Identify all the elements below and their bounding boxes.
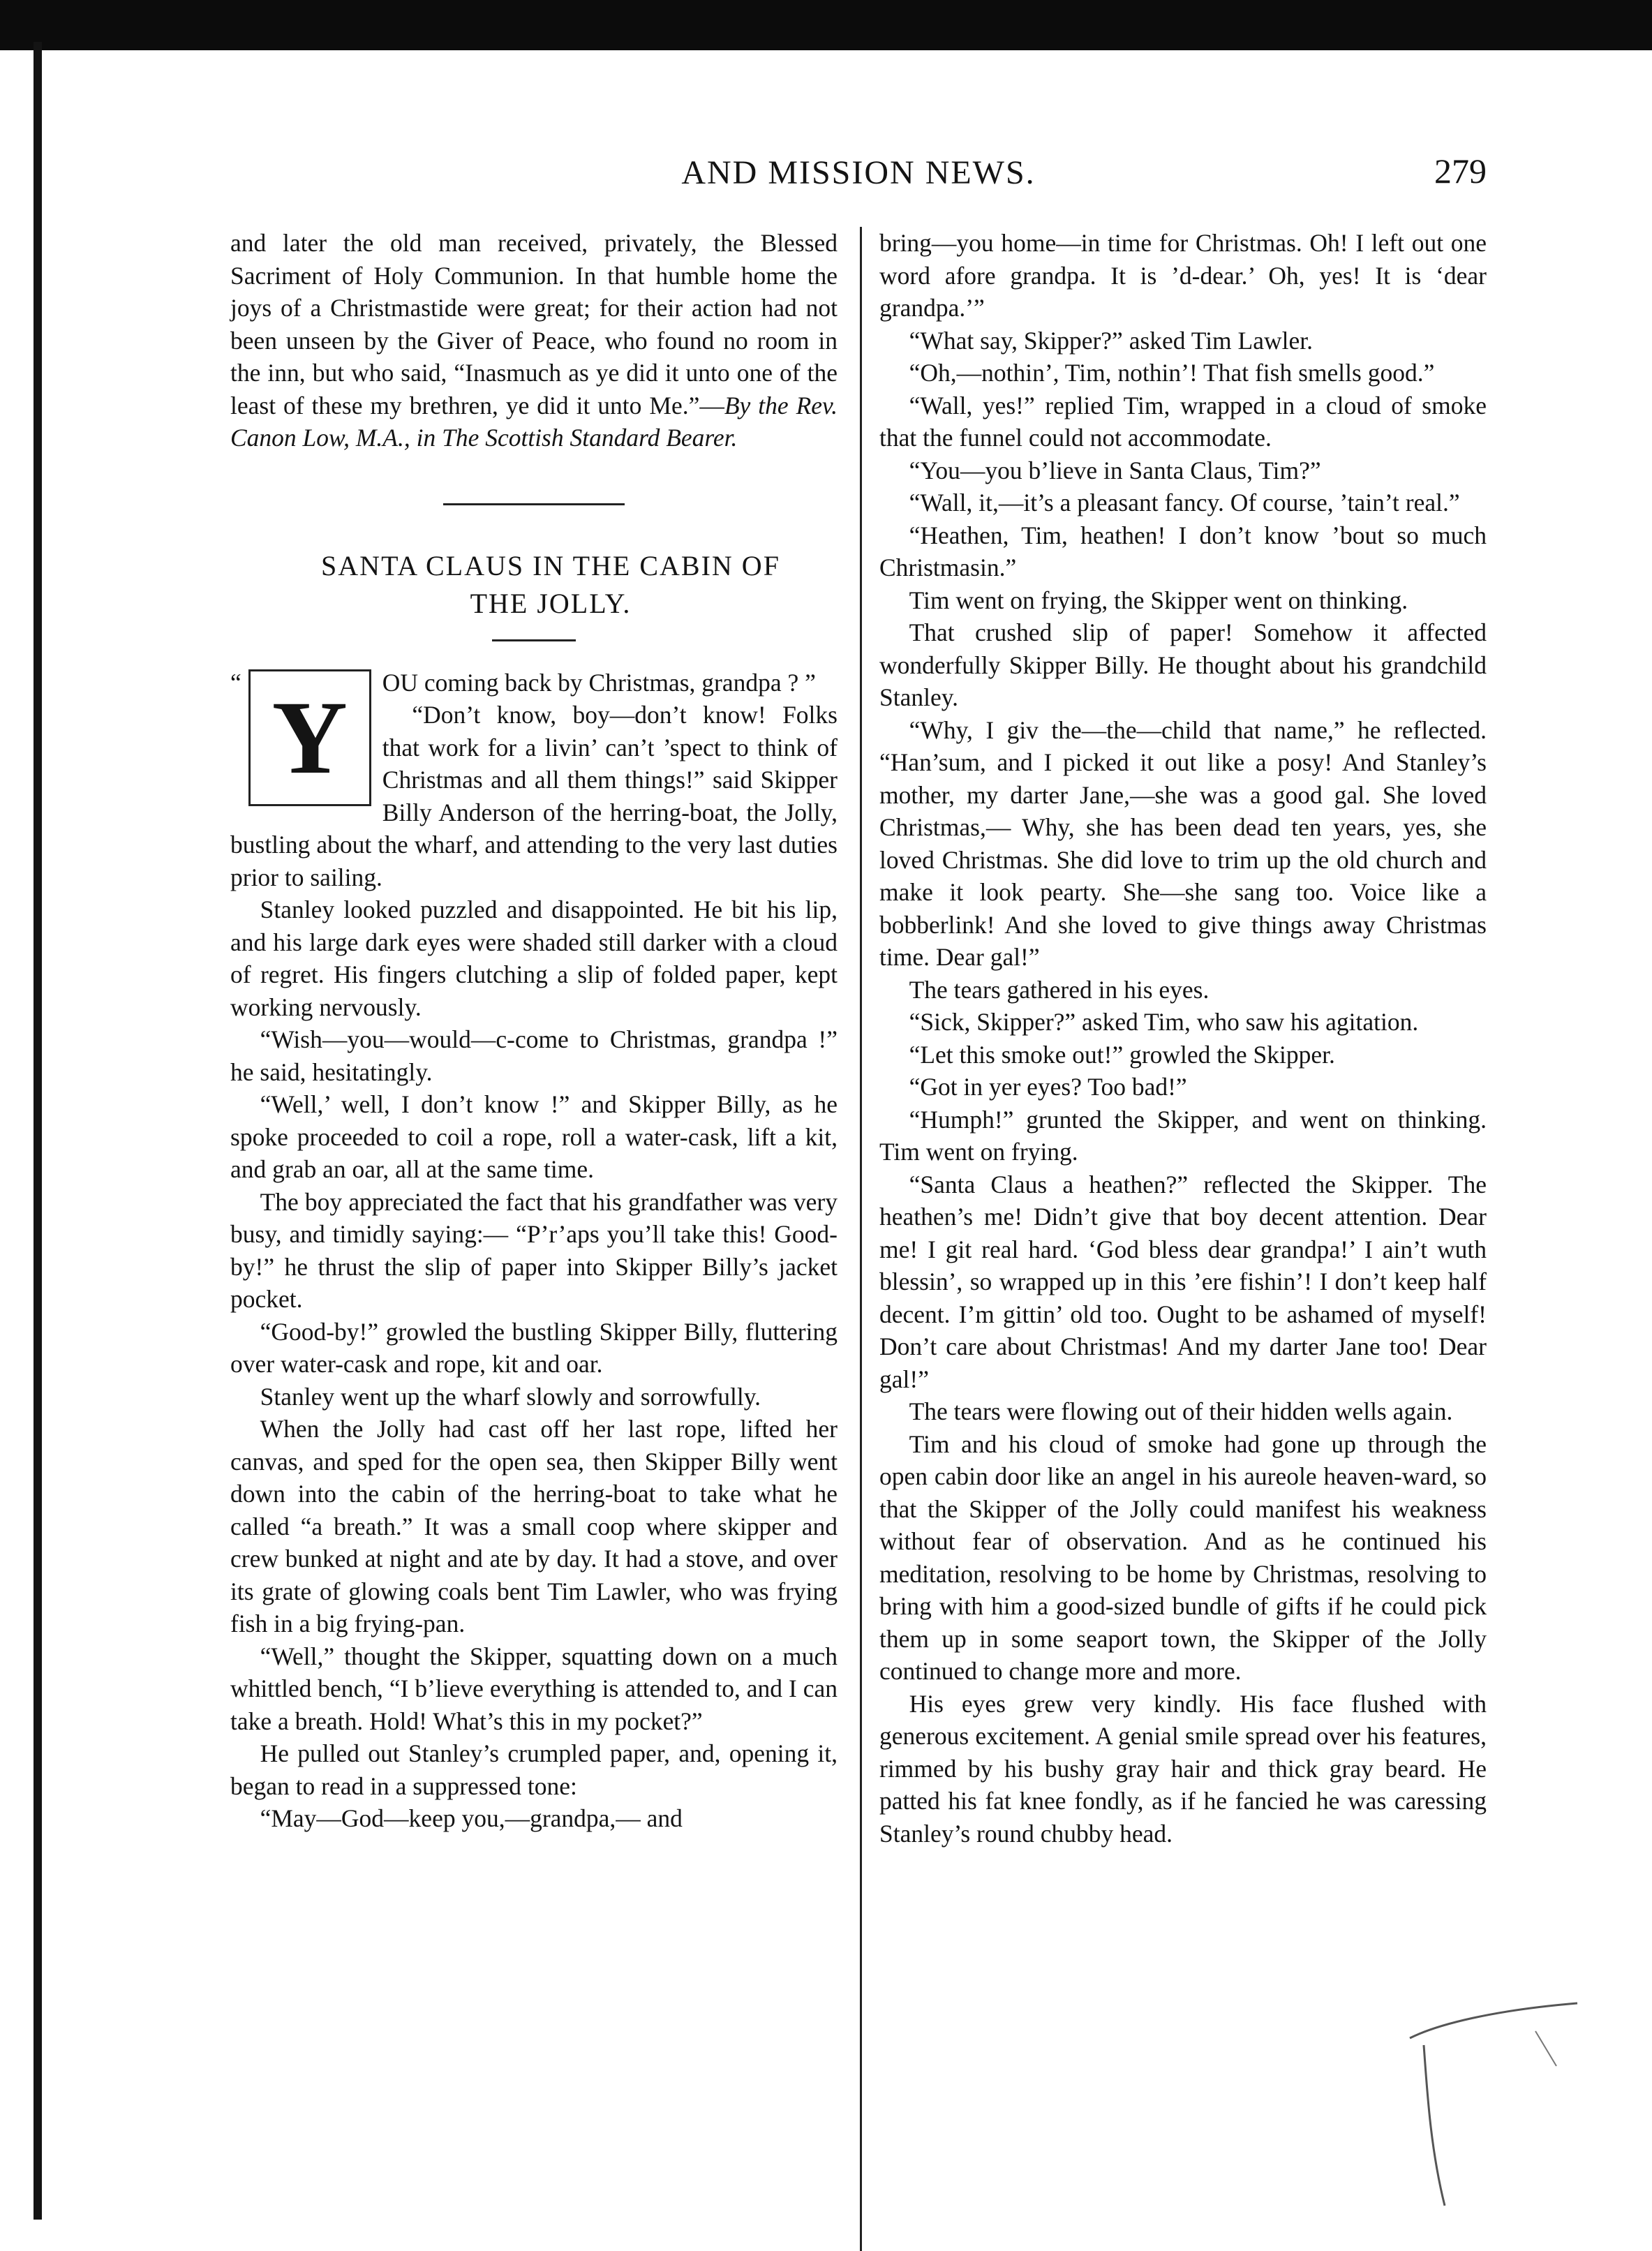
paragraph: “Well,’ well, I don’t know !” and Skipper Billy, as he spoke proceeded to coil a rope, roll a water-cask, lift a kit, and grab an oar, all at the same time. bbox=[230, 1090, 838, 1183]
paragraph: The tears gathered in his eyes. bbox=[909, 975, 1210, 1004]
drop-cap: Y bbox=[248, 669, 371, 806]
paragraph: He pulled out Stanley’s crumpled paper, and, opening it, began to read in a suppressed tone: bbox=[230, 1739, 838, 1800]
opening-quote: “ bbox=[230, 668, 241, 697]
paragraph: “Let this smoke out!” growled the Skipper. bbox=[909, 1040, 1335, 1069]
paragraph: “May—God—keep you,—grandpa,— and bbox=[260, 1804, 683, 1832]
attribution: By the Rev. Canon Low, M.A., in The Scottish Standard Bearer. bbox=[230, 391, 838, 452]
headline-line-2: THE JOLLY. bbox=[470, 587, 632, 619]
paragraph: The boy appreciated the fact that his grandfather was very busy, and timidly saying:— “P’r’aps you’ll take this! Good-by!” he thrust the slip of paper into Skipper Billy’s jacket pocket. bbox=[230, 1187, 838, 1313]
page-number: 279 bbox=[1434, 151, 1487, 191]
paragraph: “Wall, it,—it’s a pleasant fancy. Of course, ’tain’t real.” bbox=[909, 489, 1460, 517]
headline-line-1: SANTA CLAUS IN THE CABIN OF bbox=[321, 549, 780, 581]
paragraph: Stanley went up the wharf slowly and sorrowfully. bbox=[260, 1382, 761, 1411]
paragraph: “Good-by!” growled the bustling Skipper Billy, fluttering over water-cask and rope, kit and oar. bbox=[230, 1317, 838, 1378]
story-opening-text: OU coming back by Christmas, grandpa ? ” bbox=[382, 668, 816, 697]
paragraph: Tim and his cloud of smoke had gone up through the open cabin door like an angel in his aureole heaven-ward, so that the Skipper of the Jolly could manifest his weakness without fear of observation. And as he continued his meditation, resolving to be home by Christmas, resolving to bring with him a good-sized bundle of gifts if he could pick them up in some seaport town, the Skipper of the Jolly continued to change more and more. bbox=[879, 1429, 1487, 1685]
paragraph: “Got in yer eyes? Too bad!” bbox=[909, 1073, 1187, 1101]
paragraph: “What say, Skipper?” asked Tim Lawler. bbox=[909, 326, 1313, 355]
paragraph: “Don’t know, boy—don’t know! Folks that work for a livin’ can’t ’spect to think of Christmas and all them things!” said Skipper Billy Anderson of the herring-boat, the Jolly, bustling about the wharf, and attending to the very last duties prior to sailing. bbox=[230, 701, 838, 891]
headline-rule bbox=[492, 639, 576, 641]
top-border bbox=[0, 0, 1652, 50]
paragraph: “Wall, yes!” replied Tim, wrapped in a cloud of smoke that the funnel could not accommodate. bbox=[879, 391, 1487, 452]
paragraph: “Heathen, Tim, heathen! I don’t know ’bout so much Christmasin.” bbox=[879, 521, 1487, 581]
paragraph: “Wish—you—would—c-come to Christmas, grandpa !” he said, hesitatingly. bbox=[230, 1025, 838, 1086]
paragraph: bring—you home—in time for Christmas. Oh! I left out one word afore grandpa. It is ’d-dear.’ Oh, yes! It is ‘dear grandpa.’” bbox=[879, 229, 1487, 322]
intro-text: and later the old man received, privately, the Blessed Sacriment of Holy Communion. In that humble home the joys of a Christmastide were great; for their action had not been unseen by the Giver of Peace, who found no room in the inn, but who said, “Inasmuch as ye did it unto one of the least of these my brethren, ye did it unto Me.”— bbox=[230, 229, 838, 419]
paragraph: Stanley looked puzzled and disappointed. He bit his lip, and his large dark eyes were shaded still darker with a cloud of regret. His fingers clutching a slip of folded paper, kept working nervously. bbox=[230, 896, 838, 1021]
paragraph: “Why, I giv the—the—child that name,” he reflected. “Han’sum, and I picked it out like a posy! And Stanley’s mother, my darter Jane,—she was a good gal. She loved Christmas,— Why, she has been dead ten years, yes, she loved Christmas. She did love to trim up the old church and make it look pearty. She—she sang too. Voice like a bobberlink! And she loved to give things away Christmas time. Dear gal!” bbox=[879, 715, 1487, 971]
paragraph: “Oh,—nothin’, Tim, nothin’! That fish smells good.” bbox=[909, 359, 1435, 387]
paragraph: When the Jolly had cast off her last rope, lifted her canvas, and sped for the open sea, then Skipper Billy went down into the cabin of the herring-boat to take what he called “a breath.” It was a small coop where skipper and crew bunked at night and ate by day. It had a stove, and over its grate of glowing coals bent Tim Lawler, who was frying fish in a big frying-pan. bbox=[230, 1415, 838, 1637]
running-head-title: AND MISSION NEWS. bbox=[681, 154, 1036, 191]
left-column bbox=[230, 227, 838, 1835]
intro-paragraph bbox=[230, 227, 838, 454]
paragraph: “Humph!” grunted the Skipper, and went on thinking. Tim went on frying. bbox=[879, 1105, 1487, 1166]
paragraph: “Well,” thought the Skipper, squatting down on a much whittled bench, “I b’lieve everything is attended to, and I can take a breath. Hold! What’s this in my pocket?” bbox=[230, 1642, 838, 1735]
paragraph: The tears were flowing out of their hidden wells again. bbox=[909, 1397, 1453, 1425]
column-divider bbox=[860, 227, 862, 2251]
paragraph: That crushed slip of paper! Somehow it affected wonderfully Skipper Billy. He thought about his grandchild Stanley. bbox=[879, 618, 1487, 711]
paragraph: His eyes grew very kindly. His face flushed with generous excitement. A genial smile spread over his features, rimmed by his bushy gray hair and thick gray beard. He patted his fat knee fondly, as if he fancied he was caressing Stanley’s round chubby head. bbox=[879, 1689, 1487, 1848]
paragraph: “Sick, Skipper?” asked Tim, who saw his agitation. bbox=[909, 1008, 1419, 1036]
section-divider bbox=[443, 503, 625, 505]
right-column bbox=[879, 227, 1487, 1850]
running-head bbox=[230, 147, 1487, 202]
paragraph: “Santa Claus a heathen?” reflected the Skipper. The heathen’s me! Didn’t give that boy decent attention. Dear me! I git real hard. ‘God bless dear grandpa!’ I ain’t wuth blessin’, so wrapped up in this ’ere fishin’! I don’t keep half decent. I’m gittin’ old too. Ought to be ashamed of myself! Don’t care about Christmas! And my darter Jane too! Dear gal!” bbox=[879, 1170, 1487, 1393]
paragraph: “You—you b’lieve in Santa Claus, Tim?” bbox=[909, 456, 1321, 484]
corner-pencil-mark bbox=[1396, 1982, 1605, 2213]
left-border bbox=[34, 42, 42, 2220]
paragraph: Tim went on frying, the Skipper went on thinking. bbox=[909, 586, 1408, 614]
